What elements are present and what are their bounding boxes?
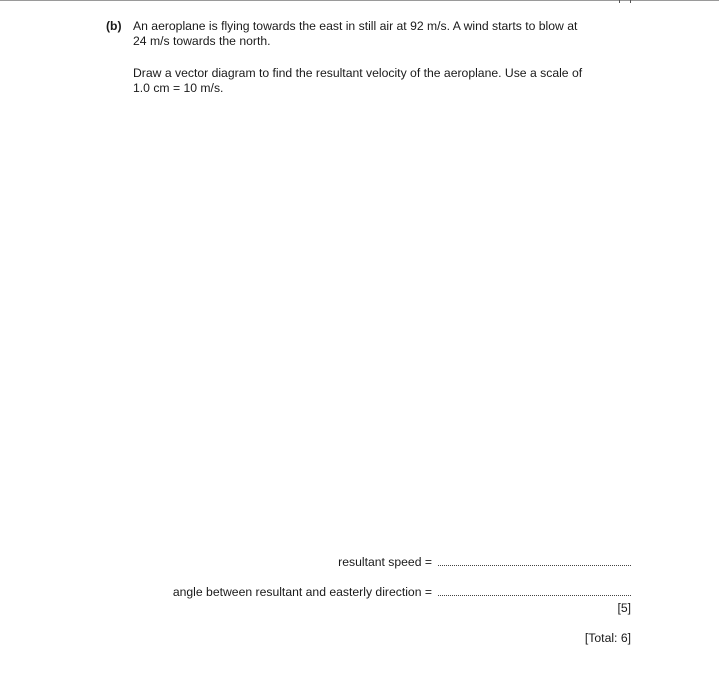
- top-border-line: [0, 0, 719, 1]
- question-instruction: [133, 66, 643, 96]
- resultant-speed-answer-row: [338, 555, 631, 570]
- angle-answer-row: [173, 585, 631, 600]
- statement-line-2: 24 m/s towards the north.: [133, 34, 271, 48]
- marks-allocation: [5]: [617, 601, 631, 615]
- statement-line-1: An aeroplane is flying towards the east in still air at 92 m/s. A wind starts to blow at: [133, 19, 578, 33]
- question-part-label: (b): [106, 19, 122, 33]
- question-statement: [133, 19, 643, 49]
- previous-question-mark-bracket: [619, 0, 631, 3]
- resultant-speed-label: resultant speed =: [338, 555, 432, 569]
- instruction-line-1: Draw a vector diagram to find the resultant velocity of the aeroplane. Use a scale of: [133, 66, 583, 80]
- total-marks: [Total: 6]: [584, 631, 631, 645]
- angle-answer-line[interactable]: [438, 585, 631, 596]
- resultant-speed-answer-line[interactable]: [438, 555, 631, 566]
- angle-label: angle between resultant and easterly direction =: [172, 585, 432, 599]
- instruction-line-2: 1.0 cm = 10 m/s.: [133, 81, 224, 95]
